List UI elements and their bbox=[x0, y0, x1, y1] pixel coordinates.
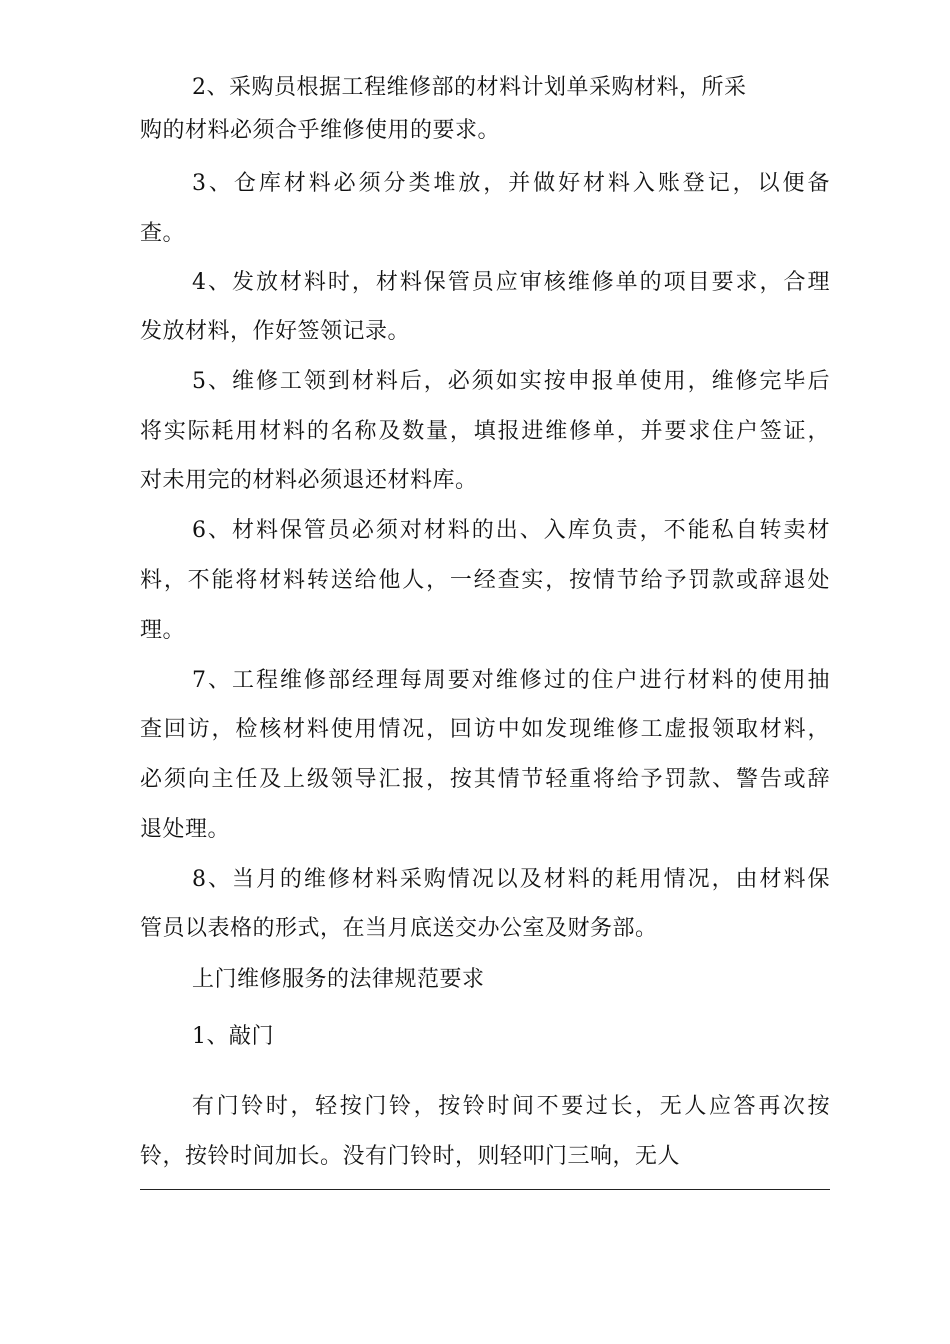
item-7-line-1: 7、工程维修部经理每周要对维修过的住户进行材料的使用抽 bbox=[192, 668, 830, 693]
item-8-line-2: 管员以表格的形式，在当月底送交办公室及财务部。 bbox=[140, 916, 658, 941]
item-7-line-2: 查回访，检核材料使用情况，回访中如发现维修工虚报领取材料， bbox=[140, 717, 830, 742]
footer-divider bbox=[140, 1189, 830, 1190]
subheading-knocking: 1、敲门 bbox=[192, 1024, 274, 1049]
item-3-line-1: 3、仓库材料必须分类堆放，并做好材料入账登记，以便备 bbox=[192, 171, 830, 196]
item-8-line-1: 8、当月的维修材料采购情况以及材料的耗用情况，由材料保 bbox=[192, 867, 830, 892]
item-5-line-1: 5、维修工领到材料后，必须如实按申报单使用，维修完毕后 bbox=[192, 369, 830, 394]
item-4-line-1: 4、发放材料时，材料保管员应审核维修单的项目要求，合理 bbox=[192, 270, 830, 295]
item-5-line-3: 对未用完的材料必须退还材料库。 bbox=[140, 468, 478, 493]
item-6-line-2: 料，不能将材料转送给他人，一经查实，按情节给予罚款或辞退处 bbox=[140, 568, 830, 593]
doorbell-line-1: 有门铃时，轻按门铃，按铃时间不要过长，无人应答再次按 bbox=[192, 1094, 830, 1119]
item-6-line-3: 理。 bbox=[140, 618, 186, 643]
section-heading: 上门维修服务的法律规范要求 bbox=[192, 967, 485, 992]
item-7-line-3: 必须向主任及上级领导汇报，按其情节轻重将给予罚款、警告或辞 bbox=[140, 767, 830, 792]
item-2-line-1: 2、采购员根据工程维修部的材料计划单采购材料，所采 bbox=[192, 75, 747, 100]
item-7-line-4: 退处理。 bbox=[140, 817, 231, 842]
item-5-line-2: 将实际耗用材料的名称及数量，填报进维修单，并要求住户签证， bbox=[140, 419, 830, 444]
item-6-line-1: 6、材料保管员必须对材料的出、入库负责，不能私自转卖材 bbox=[192, 518, 830, 543]
item-2-line-2: 购的材料必须合乎维修使用的要求。 bbox=[140, 118, 501, 143]
item-4-line-2: 发放材料，作好签领记录。 bbox=[140, 319, 411, 344]
item-3-line-2: 查。 bbox=[140, 221, 186, 246]
doorbell-line-2: 铃，按铃时间加长。没有门铃时，则轻叩门三响，无人 bbox=[140, 1144, 681, 1169]
